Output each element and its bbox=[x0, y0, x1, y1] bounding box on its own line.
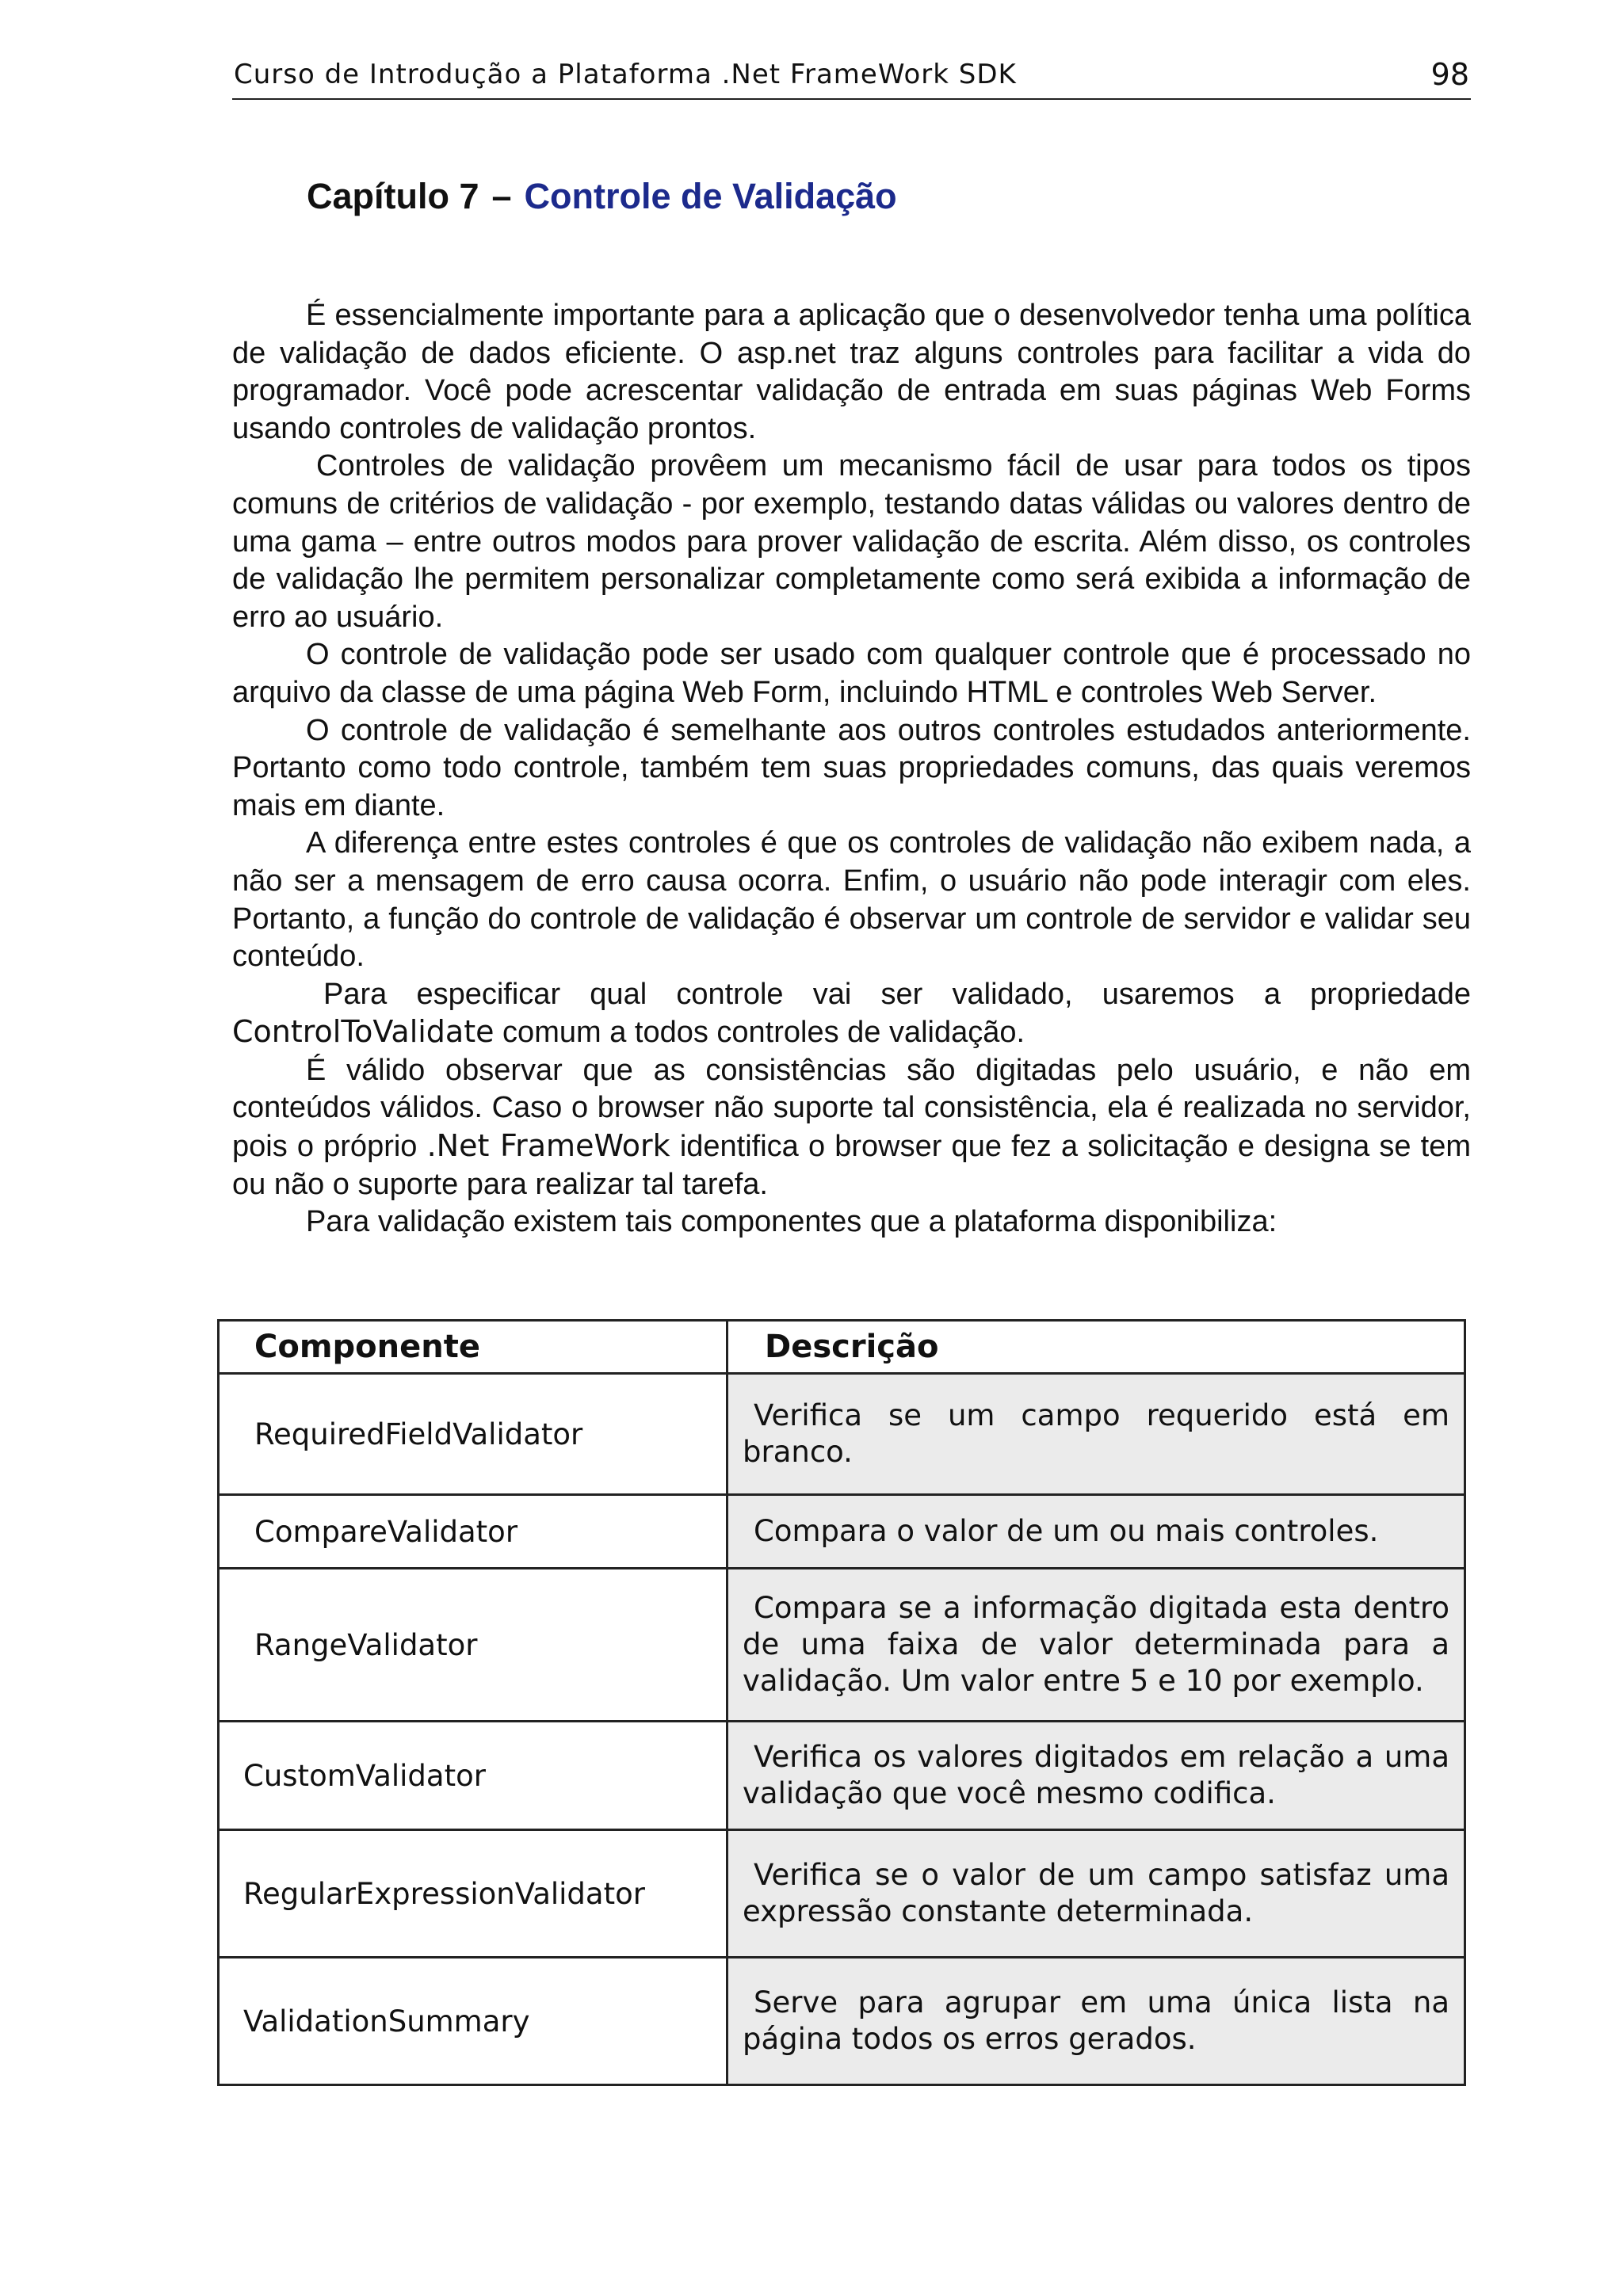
page-number: 98 bbox=[1430, 57, 1469, 92]
table-header-row bbox=[219, 1321, 1465, 1374]
table-row bbox=[219, 1495, 1465, 1569]
paragraph-6 bbox=[232, 976, 1471, 1052]
chapter-dash: – bbox=[491, 176, 512, 216]
paragraph-7-text-a: É válido observar que as consistências são digitadas pelo usuário, e não em conteúdos válidos. Caso o browser não suporte tal consistência, ela é realizada no servidor, pois o próprio bbox=[232, 1053, 1471, 1164]
column-header-description: Descrição bbox=[727, 1321, 1465, 1374]
paragraph-6-text-b: comum a todos controles de validação. bbox=[494, 1016, 1025, 1050]
component-name: RequiredFieldValidator bbox=[219, 1374, 727, 1495]
description-text: Compara se a informação digitada esta dentro de uma faixa de valor determinada para a validação. Um valor entre 5 e 10 por exemplo. bbox=[743, 1591, 1449, 1698]
table-row bbox=[219, 1569, 1465, 1722]
component-name: RangeValidator bbox=[219, 1569, 727, 1722]
component-name: CompareValidator bbox=[219, 1495, 727, 1569]
paragraph-8: Para validação existem tais componentes que a plataforma disponibiliza: bbox=[306, 1205, 1277, 1239]
column-header-component: Componente bbox=[219, 1321, 727, 1374]
table-row bbox=[219, 1374, 1465, 1495]
table-row bbox=[219, 1722, 1465, 1830]
components-table bbox=[217, 1319, 1466, 2086]
table-row bbox=[219, 1830, 1465, 1958]
chapter-title: Controle de Validação bbox=[524, 176, 897, 216]
paragraph-5: A diferença entre estes controles é que os controles de validação não exibem nada, a não ser a mensagem de erro causa ocorra. Enfim, o usuário não pode interagir com eles. Portanto, a função do controle de validação é observar um controle de servidor e validar seu conteúdo. bbox=[232, 826, 1471, 974]
chapter-heading bbox=[307, 176, 897, 217]
component-description bbox=[727, 1495, 1465, 1569]
component-description bbox=[727, 1569, 1465, 1722]
paragraph-1: É essencialmente importante para a aplicação que o desenvolvedor tenha uma política de validação de dados eficiente. O asp.net traz alguns controles para facilitar a vida do programador. Você pode acrescentar validação de entrada em suas páginas Web Forms usando controles de validação prontos. bbox=[232, 299, 1471, 445]
paragraph-6-text-a: Para especificar qual controle vai ser validado, usaremos a propriedade bbox=[323, 977, 1471, 1011]
description-text: Compara o valor de um ou mais controles. bbox=[754, 1514, 1379, 1548]
component-description bbox=[727, 1958, 1465, 2085]
component-name: RegularExpressionValidator bbox=[219, 1830, 727, 1958]
chapter-number: Capítulo 7 bbox=[307, 176, 479, 216]
paragraph-3: O controle de validação pode ser usado com qualquer controle que é processado no arquivo da classe de uma página Web Form, incluindo HTML e controles Web Server. bbox=[232, 638, 1471, 709]
control-to-validate-term: ControlToValidate bbox=[232, 1014, 495, 1050]
description-text: Verifica os valores digitados em relação a uma validação que você mesmo codifica. bbox=[743, 1740, 1449, 1810]
component-description bbox=[727, 1374, 1465, 1495]
description-text: Verifica se o valor de um campo satisfaz uma expressão constante determinada. bbox=[743, 1858, 1449, 1928]
description-text: Verifica se um campo requerido está em branco. bbox=[743, 1398, 1449, 1469]
description-text: Serve para agrupar em uma única lista na página todos os erros gerados. bbox=[743, 1985, 1449, 2056]
body-text bbox=[232, 297, 1471, 1241]
header-title: Curso de Introdução a Plataforma .Net FrameWork SDK bbox=[234, 59, 1017, 90]
paragraph-7 bbox=[232, 1052, 1471, 1203]
component-description bbox=[727, 1830, 1465, 1958]
net-framework-term: .Net FrameWork bbox=[426, 1128, 670, 1164]
component-description bbox=[727, 1722, 1465, 1830]
component-name: ValidationSummary bbox=[219, 1958, 727, 2085]
paragraph-7-text-b: identifica o browser que fez a solicitação e designa se tem ou não o suporte para realizar tal tarefa. bbox=[232, 1130, 1471, 1201]
paragraph-4: O controle de validação é semelhante aos outros controles estudados anteriormente. Portanto como todo controle, também tem suas propriedades comuns, das quais veremos mais em diante. bbox=[232, 713, 1471, 822]
component-name: CustomValidator bbox=[219, 1722, 727, 1830]
page-header bbox=[232, 55, 1471, 100]
table-row bbox=[219, 1958, 1465, 2085]
paragraph-2: Controles de validação provêem um mecanismo fácil de usar para todos os tipos comuns de critérios de validação - por exemplo, testando datas válidas ou valores dentro de uma gama – entre outros modos para prover validação de escrita. Além disso, os controles de validação lhe permitem personalizar completamente como será exibida a informação de erro ao usuário. bbox=[232, 449, 1471, 634]
